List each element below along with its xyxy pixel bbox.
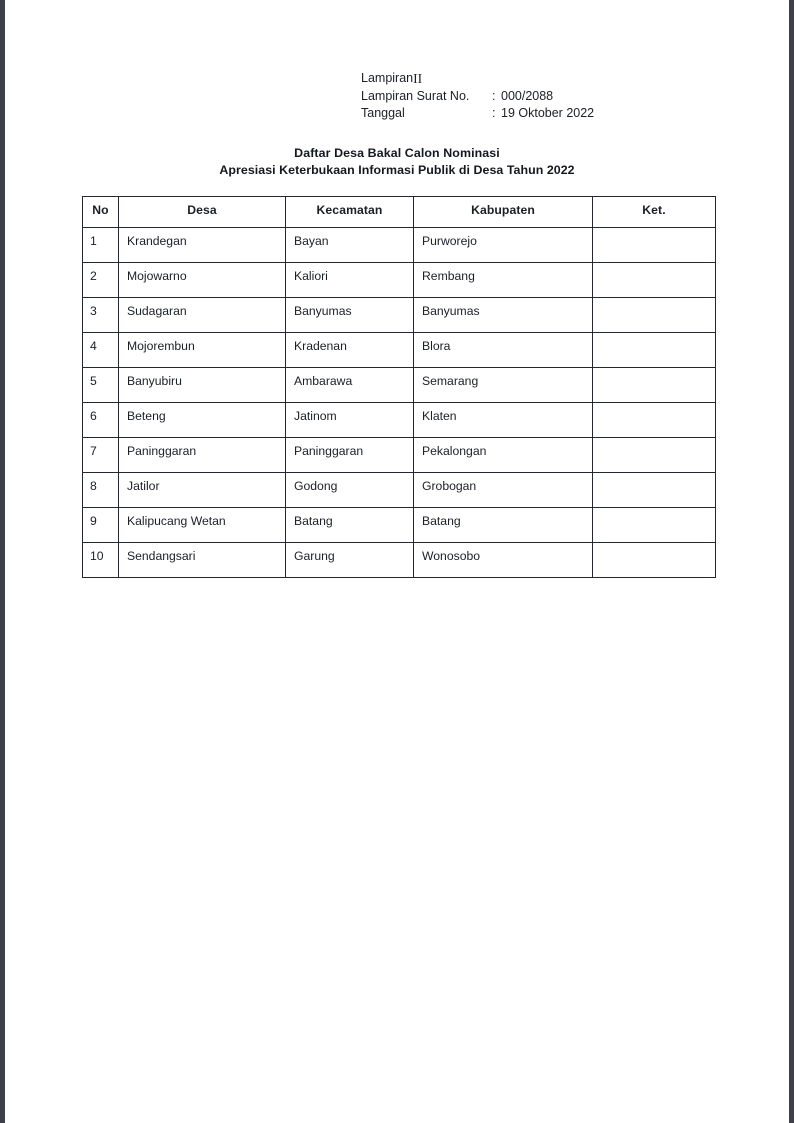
column-header-desa: Desa (119, 197, 286, 228)
column-header-ket: Ket. (593, 197, 716, 228)
table-row (83, 228, 716, 263)
page-title-line-2: Apresiasi Keterbukaan Informasi Publik di Desa Tahun 2022 (219, 162, 575, 177)
letter-date-label: Tanggal (361, 106, 405, 120)
letter-number-row (361, 88, 594, 106)
cell-desa: Sendangsari (119, 543, 286, 578)
table-row (83, 333, 716, 368)
attachment-prefix-label: Lampiran (361, 71, 414, 85)
column-header-kecamatan: Kecamatan (286, 197, 414, 228)
letter-date-row (361, 105, 594, 123)
letter-number-value: 000/2088 (501, 88, 554, 103)
nomination-table-container (82, 196, 715, 578)
table-header-row (83, 197, 716, 228)
cell-desa: Mojowarno (119, 263, 286, 298)
table-row (83, 263, 716, 298)
letter-number-label: Lampiran Surat No. (361, 88, 470, 103)
letterhead-meta-block (361, 70, 594, 123)
table-header (83, 197, 716, 228)
column-header-no: No (83, 197, 119, 228)
cell-kecamatan: Batang (286, 508, 414, 543)
page-title-line-1: Daftar Desa Bakal Calon Nominasi (294, 146, 500, 160)
cell-ket (593, 263, 716, 298)
cell-desa: Krandegan (119, 228, 286, 263)
cell-kabupaten: Blora (414, 333, 593, 368)
cell-ket (593, 508, 716, 543)
cell-kabupaten: Rembang (414, 263, 593, 298)
cell-kecamatan: Jatinom (286, 403, 414, 438)
cell-kecamatan: Bayan (286, 228, 414, 263)
cell-kabupaten: Klaten (414, 403, 593, 438)
cell-no: 4 (83, 333, 119, 368)
cell-no: 3 (83, 298, 119, 333)
attachment-numeral: II (413, 71, 423, 86)
cell-ket (593, 228, 716, 263)
cell-kabupaten: Banyumas (414, 298, 593, 333)
cell-kecamatan: Godong (286, 473, 414, 508)
cell-ket (593, 368, 716, 403)
cell-desa: Mojorembun (119, 333, 286, 368)
table-row (83, 368, 716, 403)
cell-kabupaten: Semarang (414, 368, 593, 403)
table-row (83, 543, 716, 578)
cell-kecamatan: Banyumas (286, 298, 414, 333)
cell-kabupaten: Grobogan (414, 473, 593, 508)
table-body (83, 228, 716, 578)
cell-kecamatan: Garung (286, 543, 414, 578)
page-content-area (5, 0, 789, 1123)
cell-no: 8 (83, 473, 119, 508)
cell-ket (593, 473, 716, 508)
cell-ket (593, 438, 716, 473)
cell-no: 7 (83, 438, 119, 473)
cell-desa: Jatilor (119, 473, 286, 508)
cell-ket (593, 298, 716, 333)
cell-ket (593, 333, 716, 368)
cell-ket (593, 403, 716, 438)
cell-desa: Beteng (119, 403, 286, 438)
cell-no: 6 (83, 403, 119, 438)
cell-no: 2 (83, 263, 119, 298)
cell-desa: Banyubiru (119, 368, 286, 403)
cell-desa: Sudagaran (119, 298, 286, 333)
cell-kecamatan: Kradenan (286, 333, 414, 368)
table-row (83, 298, 716, 333)
cell-kecamatan: Kaliori (286, 263, 414, 298)
table-row (83, 508, 716, 543)
cell-kabupaten: Batang (414, 508, 593, 543)
page-title (5, 145, 789, 178)
cell-kecamatan: Paninggaran (286, 438, 414, 473)
cell-kabupaten: Wonosobo (414, 543, 593, 578)
table-row (83, 403, 716, 438)
cell-no: 9 (83, 508, 119, 543)
cell-no: 1 (83, 228, 119, 263)
column-header-kabupaten: Kabupaten (414, 197, 593, 228)
cell-ket (593, 543, 716, 578)
cell-no: 10 (83, 543, 119, 578)
cell-kabupaten: Pekalongan (414, 438, 593, 473)
attachment-line (361, 70, 594, 88)
letter-date-separator: : (492, 106, 496, 120)
table-row (83, 473, 716, 508)
cell-no: 5 (83, 368, 119, 403)
cell-desa: Kalipucang Wetan (119, 508, 286, 543)
letter-number-separator: : (492, 88, 496, 103)
letter-date-value: 19 Oktober 2022 (501, 106, 595, 120)
nomination-table (82, 196, 716, 578)
cell-kecamatan: Ambarawa (286, 368, 414, 403)
cell-kabupaten: Purworejo (414, 228, 593, 263)
cell-desa: Paninggaran (119, 438, 286, 473)
table-row (83, 438, 716, 473)
